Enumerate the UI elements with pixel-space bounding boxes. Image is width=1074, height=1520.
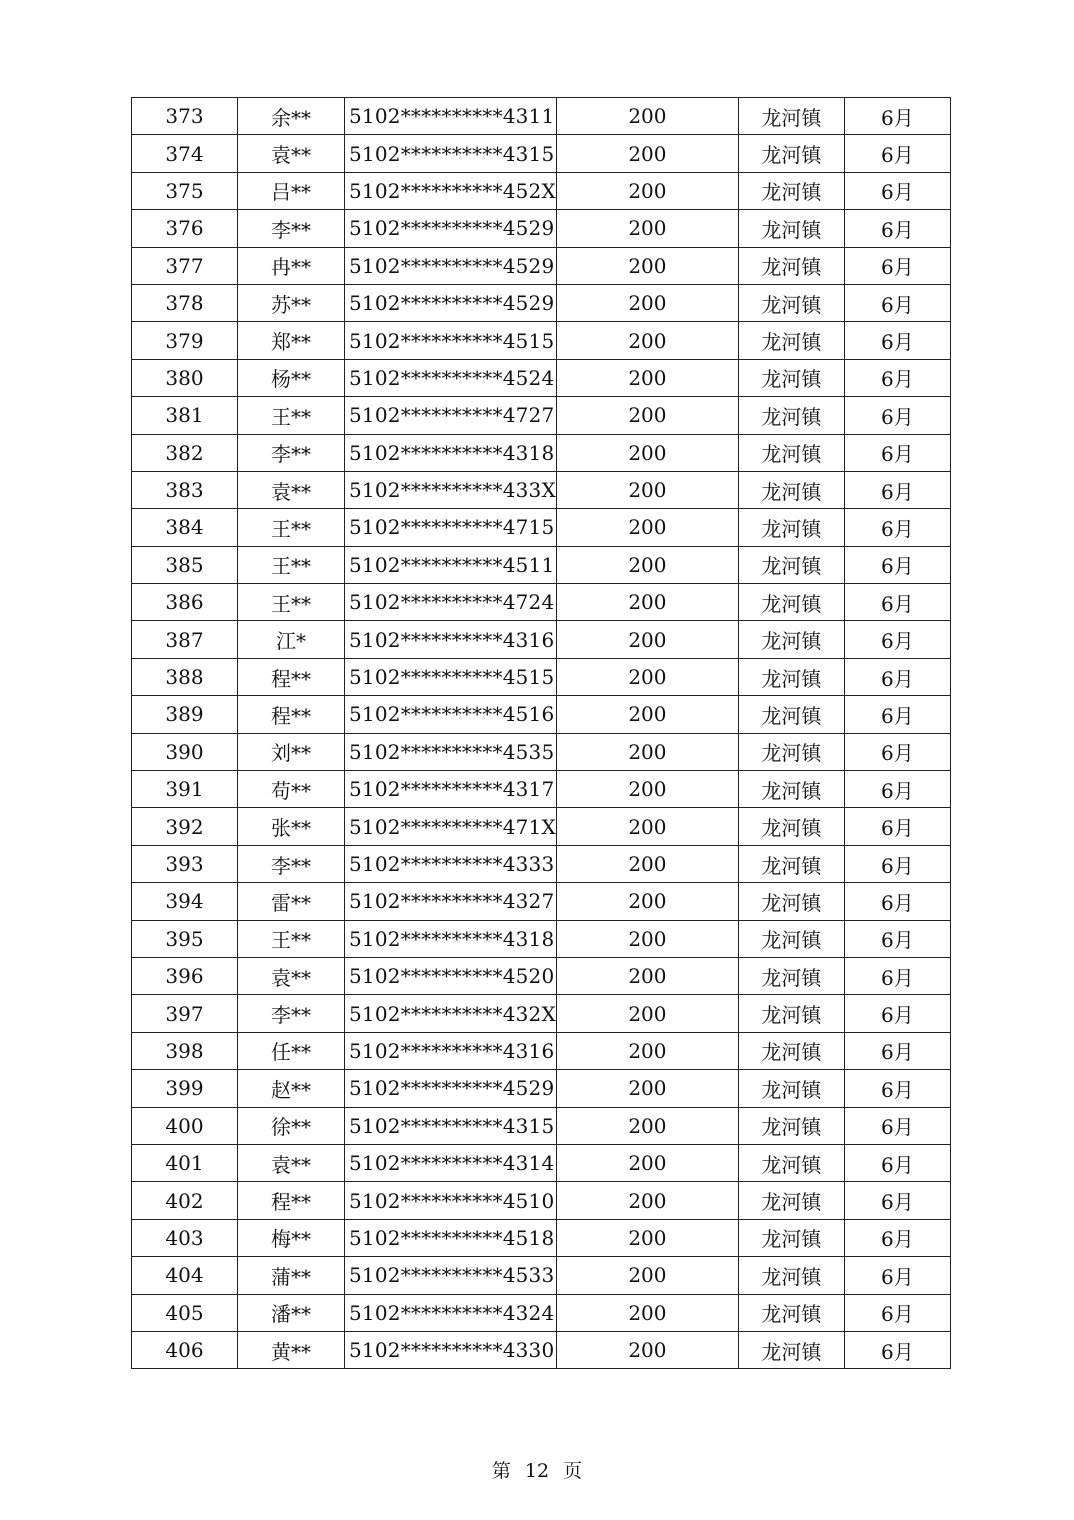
- month-cell: 6月: [844, 1331, 950, 1368]
- amount-cell: 200: [556, 509, 738, 546]
- table-row: [132, 509, 951, 546]
- amount-cell: 200: [556, 172, 738, 209]
- page-footer: [0, 1456, 1074, 1483]
- month-cell: 6月: [844, 322, 950, 359]
- table-row: [132, 920, 951, 957]
- town-cell: 龙河镇: [738, 247, 844, 284]
- month-cell: 6月: [844, 621, 950, 658]
- month-cell: 6月: [844, 1219, 950, 1256]
- table-row: [132, 1144, 951, 1181]
- row-number-cell: 398: [132, 1032, 238, 1069]
- table-row: [132, 957, 951, 994]
- row-number-cell: 376: [132, 210, 238, 247]
- table-row: [132, 1182, 951, 1219]
- id-number-cell: 5102**********4330: [345, 1331, 557, 1368]
- name-cell: 徐**: [238, 1107, 345, 1144]
- name-cell: 王**: [238, 546, 345, 583]
- town-cell: 龙河镇: [738, 509, 844, 546]
- town-cell: 龙河镇: [738, 397, 844, 434]
- row-number-cell: 373: [132, 98, 238, 135]
- month-cell: 6月: [844, 584, 950, 621]
- name-cell: 苏**: [238, 284, 345, 321]
- page-label-prefix: 第: [491, 1460, 511, 1482]
- table-row: [132, 658, 951, 695]
- id-number-cell: 5102**********471X: [345, 808, 557, 845]
- row-number-cell: 374: [132, 135, 238, 172]
- amount-cell: 200: [556, 1107, 738, 1144]
- row-number-cell: 387: [132, 621, 238, 658]
- month-cell: 6月: [844, 920, 950, 957]
- row-number-cell: 401: [132, 1144, 238, 1181]
- row-number-cell: 385: [132, 546, 238, 583]
- row-number-cell: 395: [132, 920, 238, 957]
- amount-cell: 200: [556, 1182, 738, 1219]
- town-cell: 龙河镇: [738, 284, 844, 321]
- name-cell: 张**: [238, 808, 345, 845]
- id-number-cell: 5102**********4318: [345, 434, 557, 471]
- town-cell: 龙河镇: [738, 658, 844, 695]
- table-row: [132, 135, 951, 172]
- table-row: [132, 247, 951, 284]
- name-cell: 袁**: [238, 957, 345, 994]
- amount-cell: 200: [556, 322, 738, 359]
- id-number-cell: 5102**********4316: [345, 621, 557, 658]
- town-cell: 龙河镇: [738, 434, 844, 471]
- name-cell: 蒲**: [238, 1257, 345, 1294]
- id-number-cell: 5102**********4529: [345, 1070, 557, 1107]
- name-cell: 潘**: [238, 1294, 345, 1331]
- id-number-cell: 5102**********4511: [345, 546, 557, 583]
- town-cell: 龙河镇: [738, 172, 844, 209]
- name-cell: 袁**: [238, 471, 345, 508]
- row-number-cell: 394: [132, 883, 238, 920]
- id-number-cell: 5102**********4311: [345, 98, 557, 135]
- table-row: [132, 546, 951, 583]
- name-cell: 程**: [238, 1182, 345, 1219]
- table-row: [132, 883, 951, 920]
- town-cell: 龙河镇: [738, 1219, 844, 1256]
- amount-cell: 200: [556, 359, 738, 396]
- id-number-cell: 5102**********4327: [345, 883, 557, 920]
- name-cell: 梅**: [238, 1219, 345, 1256]
- name-cell: 程**: [238, 696, 345, 733]
- amount-cell: 200: [556, 135, 738, 172]
- table-row: [132, 98, 951, 135]
- month-cell: 6月: [844, 696, 950, 733]
- amount-cell: 200: [556, 1257, 738, 1294]
- row-number-cell: 383: [132, 471, 238, 508]
- month-cell: 6月: [844, 284, 950, 321]
- table-row: [132, 733, 951, 770]
- id-number-cell: 5102**********4724: [345, 584, 557, 621]
- row-number-cell: 396: [132, 957, 238, 994]
- town-cell: 龙河镇: [738, 920, 844, 957]
- id-number-cell: 5102**********4315: [345, 135, 557, 172]
- town-cell: 龙河镇: [738, 471, 844, 508]
- id-number-cell: 5102**********4529: [345, 284, 557, 321]
- name-cell: 李**: [238, 845, 345, 882]
- table-row: [132, 397, 951, 434]
- name-cell: 余**: [238, 98, 345, 135]
- month-cell: 6月: [844, 135, 950, 172]
- row-number-cell: 402: [132, 1182, 238, 1219]
- name-cell: 江*: [238, 621, 345, 658]
- id-number-cell: 5102**********4515: [345, 658, 557, 695]
- amount-cell: 200: [556, 247, 738, 284]
- id-number-cell: 5102**********4510: [345, 1182, 557, 1219]
- id-number-cell: 5102**********433X: [345, 471, 557, 508]
- row-number-cell: 377: [132, 247, 238, 284]
- amount-cell: 200: [556, 845, 738, 882]
- table-row: [132, 771, 951, 808]
- id-number-cell: 5102**********4314: [345, 1144, 557, 1181]
- table-row: [132, 471, 951, 508]
- table-row: [132, 1032, 951, 1069]
- amount-cell: 200: [556, 284, 738, 321]
- name-cell: 袁**: [238, 135, 345, 172]
- row-number-cell: 400: [132, 1107, 238, 1144]
- id-number-cell: 5102**********4524: [345, 359, 557, 396]
- month-cell: 6月: [844, 808, 950, 845]
- page-number: 12: [524, 1460, 550, 1482]
- id-number-cell: 5102**********4529: [345, 247, 557, 284]
- amount-cell: 200: [556, 210, 738, 247]
- town-cell: 龙河镇: [738, 845, 844, 882]
- town-cell: 龙河镇: [738, 808, 844, 845]
- beneficiary-table: [131, 97, 951, 1369]
- name-cell: 冉**: [238, 247, 345, 284]
- town-cell: 龙河镇: [738, 1331, 844, 1368]
- amount-cell: 200: [556, 471, 738, 508]
- town-cell: 龙河镇: [738, 1144, 844, 1181]
- month-cell: 6月: [844, 172, 950, 209]
- name-cell: 黄**: [238, 1331, 345, 1368]
- month-cell: 6月: [844, 247, 950, 284]
- town-cell: 龙河镇: [738, 1182, 844, 1219]
- table-row: [132, 284, 951, 321]
- month-cell: 6月: [844, 509, 950, 546]
- amount-cell: 200: [556, 733, 738, 770]
- table-row: [132, 845, 951, 882]
- amount-cell: 200: [556, 434, 738, 471]
- amount-cell: 200: [556, 1219, 738, 1256]
- amount-cell: 200: [556, 1144, 738, 1181]
- row-number-cell: 403: [132, 1219, 238, 1256]
- table-row: [132, 1331, 951, 1368]
- month-cell: 6月: [844, 1107, 950, 1144]
- month-cell: 6月: [844, 658, 950, 695]
- id-number-cell: 5102**********4535: [345, 733, 557, 770]
- town-cell: 龙河镇: [738, 546, 844, 583]
- id-number-cell: 5102**********4520: [345, 957, 557, 994]
- page-label-suffix: 页: [563, 1460, 583, 1482]
- table-row: [132, 434, 951, 471]
- table-row: [132, 696, 951, 733]
- id-number-cell: 5102**********432X: [345, 995, 557, 1032]
- id-number-cell: 5102**********452X: [345, 172, 557, 209]
- town-cell: 龙河镇: [738, 883, 844, 920]
- town-cell: 龙河镇: [738, 1032, 844, 1069]
- name-cell: 刘**: [238, 733, 345, 770]
- name-cell: 王**: [238, 397, 345, 434]
- name-cell: 李**: [238, 434, 345, 471]
- amount-cell: 200: [556, 771, 738, 808]
- town-cell: 龙河镇: [738, 135, 844, 172]
- amount-cell: 200: [556, 98, 738, 135]
- town-cell: 龙河镇: [738, 995, 844, 1032]
- row-number-cell: 381: [132, 397, 238, 434]
- amount-cell: 200: [556, 658, 738, 695]
- month-cell: 6月: [844, 733, 950, 770]
- id-number-cell: 5102**********4317: [345, 771, 557, 808]
- table-row: [132, 808, 951, 845]
- table-row: [132, 322, 951, 359]
- table-row: [132, 1107, 951, 1144]
- table-row: [132, 1070, 951, 1107]
- id-number-cell: 5102**********4727: [345, 397, 557, 434]
- row-number-cell: 397: [132, 995, 238, 1032]
- id-number-cell: 5102**********4318: [345, 920, 557, 957]
- amount-cell: 200: [556, 957, 738, 994]
- amount-cell: 200: [556, 584, 738, 621]
- month-cell: 6月: [844, 1257, 950, 1294]
- row-number-cell: 388: [132, 658, 238, 695]
- month-cell: 6月: [844, 995, 950, 1032]
- name-cell: 郑**: [238, 322, 345, 359]
- table-row: [132, 621, 951, 658]
- month-cell: 6月: [844, 98, 950, 135]
- month-cell: 6月: [844, 397, 950, 434]
- row-number-cell: 405: [132, 1294, 238, 1331]
- town-cell: 龙河镇: [738, 733, 844, 770]
- town-cell: 龙河镇: [738, 210, 844, 247]
- table-row: [132, 210, 951, 247]
- month-cell: 6月: [844, 546, 950, 583]
- name-cell: 李**: [238, 210, 345, 247]
- amount-cell: 200: [556, 1070, 738, 1107]
- row-number-cell: 406: [132, 1331, 238, 1368]
- id-number-cell: 5102**********4315: [345, 1107, 557, 1144]
- month-cell: 6月: [844, 1294, 950, 1331]
- id-number-cell: 5102**********4518: [345, 1219, 557, 1256]
- table-row: [132, 1257, 951, 1294]
- town-cell: 龙河镇: [738, 98, 844, 135]
- id-number-cell: 5102**********4333: [345, 845, 557, 882]
- table-row: [132, 1294, 951, 1331]
- town-cell: 龙河镇: [738, 771, 844, 808]
- name-cell: 李**: [238, 995, 345, 1032]
- name-cell: 杨**: [238, 359, 345, 396]
- name-cell: 雷**: [238, 883, 345, 920]
- name-cell: 赵**: [238, 1070, 345, 1107]
- town-cell: 龙河镇: [738, 584, 844, 621]
- name-cell: 任**: [238, 1032, 345, 1069]
- town-cell: 龙河镇: [738, 1070, 844, 1107]
- row-number-cell: 378: [132, 284, 238, 321]
- name-cell: 吕**: [238, 172, 345, 209]
- name-cell: 王**: [238, 920, 345, 957]
- amount-cell: 200: [556, 1294, 738, 1331]
- id-number-cell: 5102**********4324: [345, 1294, 557, 1331]
- town-cell: 龙河镇: [738, 696, 844, 733]
- row-number-cell: 380: [132, 359, 238, 396]
- row-number-cell: 384: [132, 509, 238, 546]
- month-cell: 6月: [844, 771, 950, 808]
- row-number-cell: 390: [132, 733, 238, 770]
- town-cell: 龙河镇: [738, 1257, 844, 1294]
- name-cell: 王**: [238, 584, 345, 621]
- id-number-cell: 5102**********4529: [345, 210, 557, 247]
- month-cell: 6月: [844, 957, 950, 994]
- month-cell: 6月: [844, 883, 950, 920]
- row-number-cell: 392: [132, 808, 238, 845]
- amount-cell: 200: [556, 883, 738, 920]
- name-cell: 程**: [238, 658, 345, 695]
- amount-cell: 200: [556, 696, 738, 733]
- id-number-cell: 5102**********4516: [345, 696, 557, 733]
- table-row: [132, 359, 951, 396]
- town-cell: 龙河镇: [738, 1107, 844, 1144]
- month-cell: 6月: [844, 1182, 950, 1219]
- month-cell: 6月: [844, 1070, 950, 1107]
- id-number-cell: 5102**********4515: [345, 322, 557, 359]
- row-number-cell: 391: [132, 771, 238, 808]
- amount-cell: 200: [556, 995, 738, 1032]
- month-cell: 6月: [844, 1144, 950, 1181]
- name-cell: 苟**: [238, 771, 345, 808]
- town-cell: 龙河镇: [738, 359, 844, 396]
- name-cell: 王**: [238, 509, 345, 546]
- month-cell: 6月: [844, 471, 950, 508]
- id-number-cell: 5102**********4316: [345, 1032, 557, 1069]
- month-cell: 6月: [844, 434, 950, 471]
- id-number-cell: 5102**********4533: [345, 1257, 557, 1294]
- row-number-cell: 379: [132, 322, 238, 359]
- row-number-cell: 375: [132, 172, 238, 209]
- name-cell: 袁**: [238, 1144, 345, 1181]
- table-row: [132, 995, 951, 1032]
- amount-cell: 200: [556, 621, 738, 658]
- town-cell: 龙河镇: [738, 957, 844, 994]
- row-number-cell: 386: [132, 584, 238, 621]
- row-number-cell: 389: [132, 696, 238, 733]
- town-cell: 龙河镇: [738, 1294, 844, 1331]
- amount-cell: 200: [556, 1331, 738, 1368]
- month-cell: 6月: [844, 210, 950, 247]
- amount-cell: 200: [556, 808, 738, 845]
- month-cell: 6月: [844, 359, 950, 396]
- table-row: [132, 1219, 951, 1256]
- row-number-cell: 404: [132, 1257, 238, 1294]
- row-number-cell: 382: [132, 434, 238, 471]
- town-cell: 龙河镇: [738, 621, 844, 658]
- table-body: [132, 98, 951, 1369]
- amount-cell: 200: [556, 1032, 738, 1069]
- month-cell: 6月: [844, 1032, 950, 1069]
- town-cell: 龙河镇: [738, 322, 844, 359]
- id-number-cell: 5102**********4715: [345, 509, 557, 546]
- amount-cell: 200: [556, 920, 738, 957]
- table-row: [132, 172, 951, 209]
- row-number-cell: 393: [132, 845, 238, 882]
- row-number-cell: 399: [132, 1070, 238, 1107]
- table-row: [132, 584, 951, 621]
- amount-cell: 200: [556, 397, 738, 434]
- amount-cell: 200: [556, 546, 738, 583]
- month-cell: 6月: [844, 845, 950, 882]
